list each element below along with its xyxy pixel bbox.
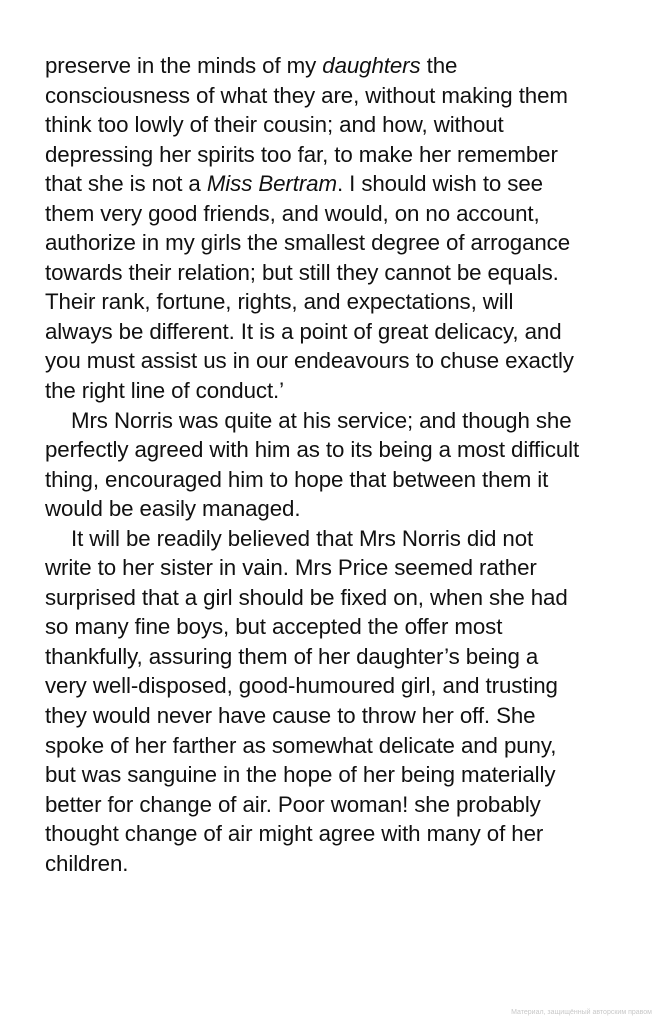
text-run: you must assist us in our endeavours to chuse exactly <box>45 348 574 374</box>
text-run: the right line of conduct.’ <box>45 378 284 404</box>
text-run: children. <box>45 850 129 876</box>
text-run: Mrs Norris was quite at his service; and though she <box>71 407 572 433</box>
text-run: thought change of air might agree with many of her <box>45 821 544 847</box>
text-line <box>45 435 645 465</box>
text-run: thankfully, assuring them of her daughter’s being a <box>45 643 539 669</box>
text-line <box>45 671 645 701</box>
text-run: they would never have cause to throw her off. She <box>45 703 536 729</box>
italic-text: Miss Bertram <box>206 171 337 197</box>
text-line <box>45 346 645 376</box>
text-run: depressing her spirits too far, to make her remember <box>45 141 558 167</box>
text-run: better for change of air. Poor woman! she probably <box>45 791 541 817</box>
text-line <box>45 731 645 761</box>
text-line <box>45 110 645 140</box>
text-line <box>45 524 645 554</box>
italic-text: daughters <box>322 53 421 78</box>
text-line <box>45 465 645 495</box>
text-run: spoke of her farther as somewhat delicate and puny, <box>45 732 557 758</box>
text-run: towards their relation; but still they cannot be equals. <box>45 259 559 285</box>
text-line <box>45 287 645 317</box>
text-line <box>45 406 645 436</box>
text-line <box>45 169 645 199</box>
text-line <box>45 819 645 849</box>
text-run: that she is not a <box>45 171 207 197</box>
text-line <box>45 701 645 731</box>
text-line <box>45 760 645 790</box>
text-line <box>45 228 645 258</box>
text-line <box>45 51 645 81</box>
text-line <box>45 81 645 111</box>
text-line <box>45 553 645 583</box>
text-line <box>45 583 645 613</box>
text-line <box>45 612 645 642</box>
copyright-watermark: Материал, защищённый авторским правом <box>511 1009 652 1016</box>
text-line <box>45 258 645 288</box>
text-run: so many fine boys, but accepted the offer most <box>45 614 503 640</box>
text-run: preserve in the minds of my <box>45 53 323 78</box>
text-run: consciousness of what they are, without making them <box>45 82 568 108</box>
text-run: It will be readily believed that Mrs Norris did not <box>71 525 534 551</box>
text-line <box>45 494 645 524</box>
text-run: thing, encouraged him to hope that between them it <box>45 466 549 492</box>
text-line <box>45 790 645 820</box>
text-line <box>45 642 645 672</box>
text-line <box>45 199 645 229</box>
text-run: perfectly agreed with him as to its being a most difficult <box>45 437 580 463</box>
text-run: them very good friends, and would, on no account, <box>45 200 540 226</box>
text-run: very well-disposed, good-humoured girl, and trusting <box>45 673 558 699</box>
text-run: surprised that a girl should be fixed on, when she had <box>45 584 568 610</box>
text-run: the <box>420 53 458 78</box>
text-run: but was sanguine in the hope of her being materially <box>45 762 556 788</box>
text-run: always be different. It is a point of great delicacy, and <box>45 318 562 344</box>
text-run: write to her sister in vain. Mrs Price seemed rather <box>45 555 537 581</box>
text-line <box>45 140 645 170</box>
text-line <box>45 849 645 879</box>
text-line <box>45 376 645 406</box>
text-run: Their rank, fortune, rights, and expectations, will <box>45 289 514 315</box>
text-run: . I should wish to see <box>336 171 543 197</box>
text-run: think too lowly of their cousin; and how, without <box>45 112 504 138</box>
text-run: authorize in my girls the smallest degree of arrogance <box>45 230 571 256</box>
body-text <box>45 51 645 878</box>
text-run: would be easily managed. <box>45 496 301 522</box>
text-line <box>45 317 645 347</box>
